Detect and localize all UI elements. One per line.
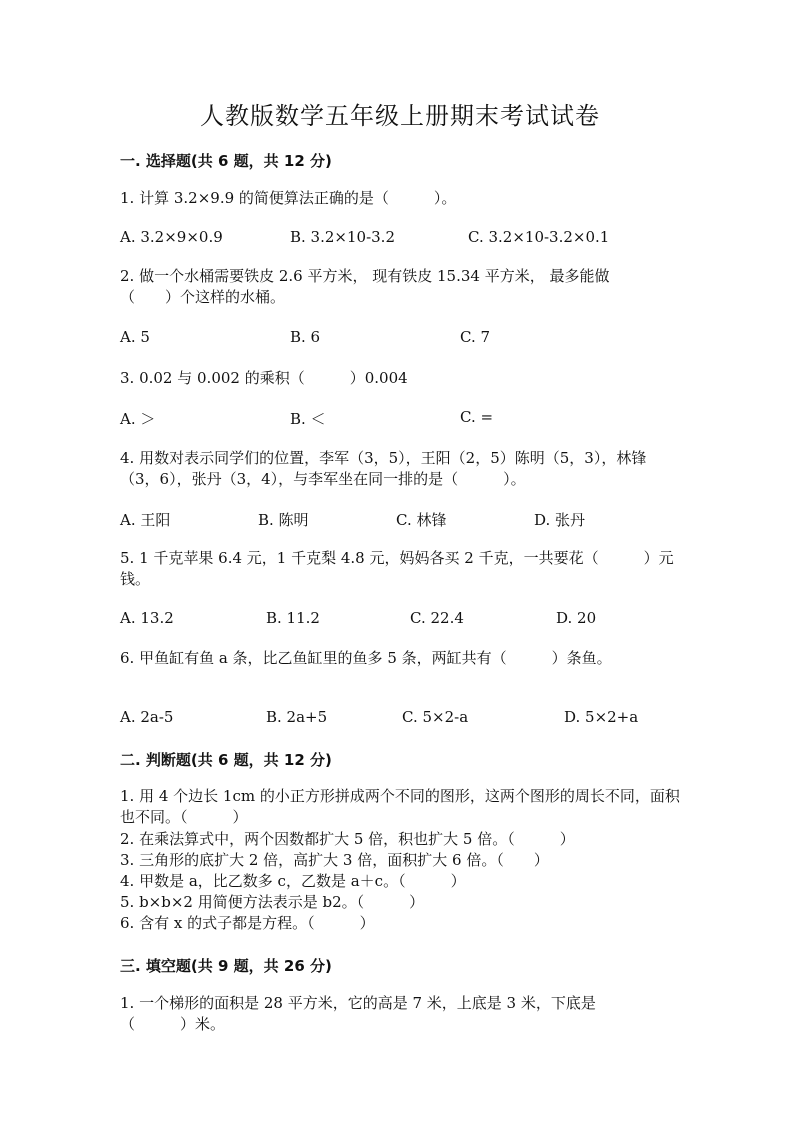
choice-4-option-d: D. 张丹	[534, 511, 586, 529]
choice-5-option-c: C. 22.4	[410, 609, 464, 627]
judge-question-3: 3. 三角形的底扩大 2 倍，高扩大 3 倍，面积扩大 6 倍。（ ）	[120, 851, 549, 869]
choice-2-option-c: C. 7	[460, 328, 491, 346]
choice-5-option-a: A. 13.2	[120, 609, 174, 627]
judge-question-5: 5. b×b×2 用简便方法表示是 b2。（ ）	[120, 893, 425, 911]
choice-1-option-c: C. 3.2×10-3.2×0.1	[468, 228, 610, 246]
choice-question-6: 6. 甲鱼缸有鱼 a 条，比乙鱼缸里的鱼多 5 条，两缸共有（ ）条鱼。	[120, 649, 612, 667]
choice-2-option-a: A. 5	[120, 328, 150, 346]
judge-question-4: 4. 甲数是 a，比乙数多 c，乙数是 a＋c。（ ）	[120, 872, 466, 890]
choice-3-option-b: B. ＜	[290, 410, 326, 428]
choice-question-2: 2. 做一个水桶需要铁皮 2.6 平方米， 现有铁皮 15.34 平方米， 最多能做（ ）个这样的水桶。	[120, 267, 610, 306]
choice-3-option-c: C. =	[460, 408, 494, 426]
choice-4-option-a: A. 王阳	[120, 511, 171, 529]
section-heading-choice: 一. 选择题(共 6 题，共 12 分)	[120, 152, 332, 170]
choice-6-option-c: C. 5×2-a	[402, 708, 469, 726]
choice-4-option-b: B. 陈明	[258, 511, 309, 529]
choice-question-1: 1. 计算 3.2×9.9 的简便算法正确的是（ ）。	[120, 189, 457, 207]
choice-6-option-d: D. 5×2+a	[564, 708, 639, 726]
page-title: 人教版数学五年级上册期末考试试卷	[200, 102, 600, 130]
choice-6-option-b: B. 2a+5	[266, 708, 328, 726]
choice-2-option-b: B. 6	[290, 328, 321, 346]
choice-1-option-a: A. 3.2×9×0.9	[120, 228, 223, 246]
section-heading-judge: 二. 判断题(共 6 题，共 12 分)	[120, 751, 332, 769]
choice-5-option-d: D. 20	[556, 609, 597, 627]
choice-3-option-a: A. ＞	[120, 410, 156, 428]
choice-4-option-c: C. 林锋	[396, 511, 447, 529]
judge-question-1: 1. 用 4 个边长 1cm 的小正方形拼成两个不同的图形，这两个图形的周长不同，面积也不同。（ ）	[120, 787, 680, 826]
choice-5-option-b: B. 11.2	[266, 609, 320, 627]
choice-question-3: 3. 0.02 与 0.002 的乘积（ ）0.004	[120, 369, 408, 387]
judge-question-2: 2. 在乘法算式中，两个因数都扩大 5 倍，积也扩大 5 倍。（ ）	[120, 830, 575, 848]
choice-6-option-a: A. 2a-5	[120, 708, 174, 726]
section-heading-fill: 三. 填空题(共 9 题，共 26 分)	[120, 957, 332, 975]
choice-1-option-b: B. 3.2×10-3.2	[290, 228, 395, 246]
choice-question-4: 4. 用数对表示同学们的位置，李军（3，5），王阳（2，5）陈明（5，3），林锋（3，6），张丹（3，4），与李军坐在同一排的是（ ）。	[120, 449, 647, 488]
judge-question-6: 6. 含有 x 的式子都是方程。（ ）	[120, 914, 375, 932]
choice-question-5: 5. 1 千克苹果 6.4 元，1 千克梨 4.8 元，妈妈各买 2 千克，一共要花（ ）元钱。	[120, 549, 674, 588]
fill-question-1: 1. 一个梯形的面积是 28 平方米，它的高是 7 米，上底是 3 米，下底是（ ）米。	[120, 994, 596, 1033]
